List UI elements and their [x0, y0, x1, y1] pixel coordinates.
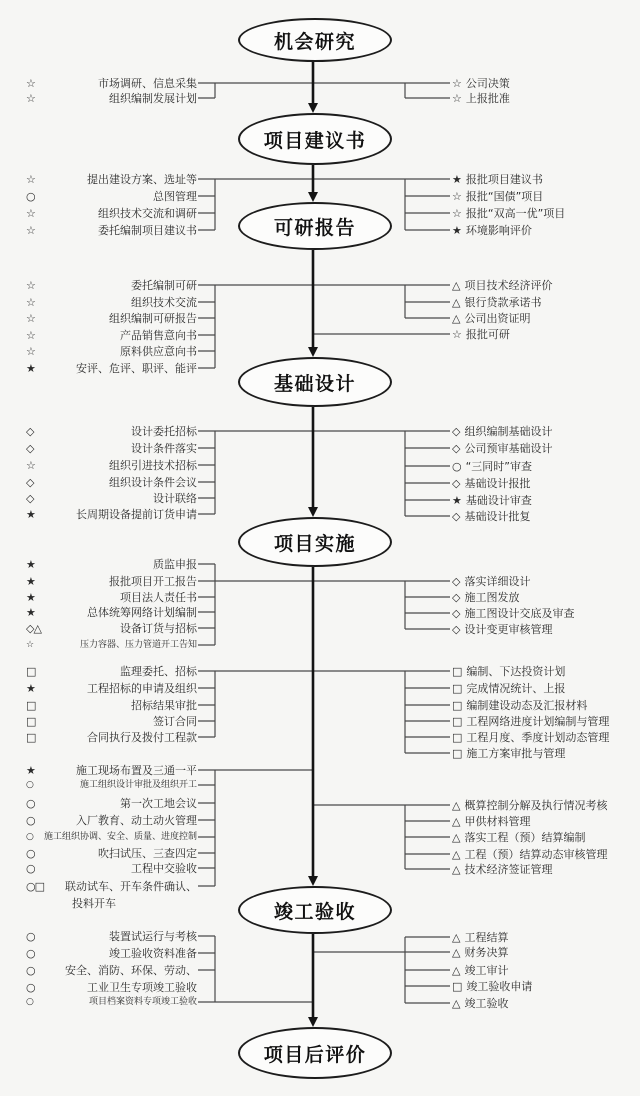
- flow-item: [452, 713, 638, 730]
- flow-item: [26, 878, 197, 895]
- star-outline-icon: ☆: [26, 345, 35, 358]
- flow-item-label: 产品销售意向书: [120, 329, 197, 342]
- flow-item: [452, 729, 638, 746]
- flow-item: [452, 745, 638, 762]
- flow-item: [452, 508, 638, 525]
- flow-item-label: 安全、消防、环保、劳动、: [65, 964, 197, 977]
- flow-item-label: 质监申报: [153, 558, 197, 571]
- square-icon: □: [452, 682, 462, 695]
- flow-item-label: 基础设计报批: [464, 477, 531, 490]
- flow-item-label: 投料开车: [72, 897, 116, 910]
- flow-item-label: 装置试运行与考核: [109, 930, 197, 943]
- flow-item-label: 甲供材料管理: [464, 815, 531, 828]
- star-outline-icon: ☆: [452, 207, 461, 220]
- star-filled-icon: ★: [26, 591, 35, 604]
- star-outline-icon: ☆: [452, 328, 461, 341]
- flow-item-label: 工程招标的申请及组织: [87, 682, 197, 695]
- flow-item: [452, 326, 638, 343]
- diamond-icon: ◇: [26, 442, 34, 455]
- flow-item: [452, 440, 638, 457]
- star-filled-icon: ★: [26, 508, 35, 521]
- stage-oval-3: 可研报告: [238, 202, 392, 250]
- flow-item-label: 第一次工地会议: [120, 797, 197, 810]
- flow-item: [452, 90, 638, 107]
- flow-item: [452, 861, 638, 878]
- flow-item: [26, 90, 197, 107]
- flow-item-label: 签订合同: [153, 715, 197, 728]
- triangle-icon: △: [452, 831, 460, 844]
- flow-item-label: 工程结算: [464, 931, 509, 944]
- flow-item-label: 施工方案审批与管理: [466, 747, 566, 760]
- flow-item: [26, 506, 197, 523]
- flow-item-label: “三同时”审查: [465, 460, 533, 473]
- flow-item-label: 压力容器、压力管道开工告知: [79, 640, 197, 650]
- star-outline-icon: ☆: [26, 640, 34, 650]
- diamond-icon: ◇: [452, 591, 460, 604]
- diamond-triangle-icon: ◇△: [26, 622, 41, 635]
- flow-item-label: 落实详细设计: [464, 575, 531, 588]
- triangle-icon: △: [452, 997, 460, 1010]
- triangle-icon: △: [452, 946, 460, 959]
- flow-item-label: 设计委托招标: [131, 425, 197, 438]
- flow-item-label: 市场调研、信息采集: [98, 77, 197, 90]
- circle-icon: ○: [26, 964, 35, 977]
- flow-item: [26, 829, 197, 846]
- flow-item-label: 编制建设动态及汇报材料: [466, 699, 588, 712]
- circle-icon: ○: [26, 832, 33, 842]
- flow-item-label: 组织技术交流和调研: [98, 207, 197, 220]
- square-icon: □: [26, 665, 36, 678]
- circle-icon: ○: [26, 190, 35, 203]
- flow-item: [452, 663, 638, 680]
- flow-item-label: 银行贷款承诺书: [464, 296, 542, 309]
- flow-item-label: 公司出资证明: [464, 312, 531, 325]
- star-outline-icon: ☆: [26, 279, 35, 292]
- circle-icon: ○: [26, 847, 35, 860]
- diamond-icon: ◇: [26, 492, 34, 505]
- flow-item-label: 组织编制可研报告: [109, 312, 197, 325]
- circle-icon: ○: [26, 981, 35, 994]
- square-icon: □: [452, 747, 462, 760]
- flow-item-label: 设计联络: [153, 492, 197, 505]
- flow-item-label: 组织技术交流: [131, 296, 197, 309]
- flow-item: [452, 697, 638, 714]
- flow-item: [26, 713, 197, 730]
- flow-item-label: 工业卫生专项竣工验收: [87, 981, 197, 994]
- circle-icon: ○: [26, 862, 35, 875]
- diamond-icon: ◇: [452, 575, 460, 588]
- star-outline-icon: ☆: [26, 77, 35, 90]
- flow-item: [452, 621, 638, 638]
- flow-item-label: 项目档案资料专项竣工验收: [88, 997, 197, 1007]
- flow-item: [26, 604, 197, 621]
- flow-item: [26, 294, 197, 311]
- flow-item-label: 施工现场布置及三通一平: [76, 764, 197, 777]
- flow-item: [26, 795, 197, 812]
- square-icon: □: [452, 699, 462, 712]
- square-icon: □: [452, 665, 462, 678]
- flow-item-label: 施工图发放: [464, 591, 520, 604]
- flow-item: [26, 637, 197, 654]
- flow-item-label: 基础设计批复: [464, 510, 531, 523]
- flow-item-label: 基础设计审查: [465, 494, 532, 507]
- flow-item: [26, 620, 197, 637]
- flow-item-label: 委托编制可研: [131, 279, 197, 292]
- flow-item: [452, 310, 638, 327]
- flow-item: [26, 474, 197, 491]
- flow-item-label: 竣工验收申请: [466, 980, 533, 993]
- flow-item: [452, 277, 638, 294]
- triangle-icon: △: [452, 848, 460, 861]
- flow-item: [26, 860, 197, 877]
- square-icon: □: [452, 715, 462, 728]
- flow-item-label: 报批“双高一优”项目: [465, 207, 566, 220]
- flow-item-label: 公司决策: [465, 77, 510, 90]
- flow-item: [26, 573, 197, 590]
- diamond-icon: ◇: [452, 510, 460, 523]
- triangle-icon: △: [452, 799, 460, 812]
- star-outline-icon: ☆: [26, 207, 35, 220]
- flow-item: [452, 475, 638, 492]
- flow-item: [26, 680, 197, 697]
- flow-item-label: 竣工审计: [464, 964, 509, 977]
- flow-item-label: 工程网络进度计划编制与管理: [466, 715, 610, 728]
- star-filled-icon: ★: [26, 575, 35, 588]
- flow-item-label: 工程（预）结算动态审核管理: [464, 848, 608, 861]
- flow-item: [452, 962, 638, 979]
- flow-item: [26, 697, 197, 714]
- circle-icon: ○: [26, 997, 33, 1007]
- triangle-icon: △: [452, 863, 460, 876]
- star-outline-icon: ☆: [452, 190, 461, 203]
- flow-item: [26, 490, 197, 507]
- flow-item-label: 设备订货与招标: [120, 622, 197, 635]
- flow-item: [26, 343, 197, 360]
- flow-item-label: 入厂教育、动土动火管理: [76, 814, 197, 827]
- diamond-icon: ◇: [452, 477, 460, 490]
- flow-item-label: 施工图设计交底及审查: [464, 607, 575, 620]
- flow-item: [26, 277, 197, 294]
- flow-item: [452, 171, 638, 188]
- diamond-icon: ◇: [26, 476, 34, 489]
- flow-item: [452, 978, 638, 995]
- star-filled-icon: ★: [26, 682, 35, 695]
- flow-item: [26, 440, 197, 457]
- star-outline-icon: ☆: [26, 312, 35, 325]
- flow-item: [452, 605, 638, 622]
- diamond-icon: ◇: [452, 425, 460, 438]
- flow-item-label: 安评、危评、职评、能评: [76, 362, 197, 375]
- star-filled-icon: ★: [452, 494, 461, 507]
- flow-item: [26, 188, 197, 205]
- flow-item-label: 组织编制基础设计: [464, 425, 553, 438]
- flow-item-label: 财务决算: [464, 946, 509, 959]
- flow-item-label: 报批“国债”项目: [465, 190, 544, 203]
- stage-oval-7: 项目后评价: [238, 1027, 392, 1079]
- flow-item: [452, 222, 638, 239]
- flow-item: [26, 360, 197, 377]
- circle-icon: ○: [26, 814, 35, 827]
- flow-item-label: 设计条件落实: [131, 442, 197, 455]
- flow-item-label: 施工组织设计审批及组织开工: [79, 780, 197, 790]
- flow-item: [452, 492, 638, 509]
- flow-item-label: 设计变更审核管理: [464, 623, 553, 636]
- flow-item: [26, 171, 197, 188]
- square-icon: □: [26, 715, 36, 728]
- flow-item-label: 联动试车、开车条件确认、: [65, 880, 197, 893]
- circle-icon: ○: [452, 460, 461, 473]
- flow-item-label: 总体统筹网络计划编制: [87, 606, 197, 619]
- flow-item-label: 概算控制分解及执行情况考核: [464, 799, 608, 812]
- flow-item: [452, 797, 638, 814]
- flow-item: [26, 962, 197, 979]
- flow-item-label: 报批项目建议书: [465, 173, 543, 186]
- flow-item: [26, 945, 197, 962]
- square-icon: □: [452, 980, 462, 993]
- flow-item-label: 报批可研: [465, 328, 510, 341]
- flow-item: [26, 994, 197, 1011]
- flow-item-label: 上报批准: [465, 92, 510, 105]
- flow-item: [26, 729, 197, 746]
- flow-item: [26, 895, 197, 912]
- diamond-icon: ◇: [452, 442, 460, 455]
- star-filled-icon: ★: [26, 362, 35, 375]
- flow-item: [26, 812, 197, 829]
- circle-icon: ○: [26, 947, 35, 960]
- star-outline-icon: ☆: [26, 459, 35, 472]
- square-icon: □: [452, 731, 462, 744]
- flow-item-label: 公司预审基础设计: [464, 442, 553, 455]
- star-outline-icon: ☆: [452, 77, 461, 90]
- flow-item-label: 招标结果审批: [131, 699, 197, 712]
- stage-oval-6: 竣工验收: [238, 886, 392, 934]
- flow-item-label: 委托编制项目建议书: [98, 224, 197, 237]
- flow-item-label: 编制、下达投资计划: [466, 665, 566, 678]
- circle-square-icon: ○□: [26, 880, 44, 893]
- flow-item: [452, 944, 638, 961]
- flow-item-label: 工程中交验收: [131, 862, 197, 875]
- diamond-icon: ◇: [452, 623, 460, 636]
- star-filled-icon: ★: [26, 558, 35, 571]
- flow-item-label: 报批项目开工报告: [109, 575, 197, 588]
- flow-item-label: 合同执行及拨付工程款: [87, 731, 197, 744]
- flow-item-label: 吹扫试压、三查四定: [98, 847, 197, 860]
- flow-item: [452, 589, 638, 606]
- stage-oval-4: 基础设计: [238, 357, 392, 407]
- stage-oval-1: 机会研究: [238, 18, 392, 62]
- flow-item-label: 项目技术经济评价: [464, 279, 553, 292]
- flow-item: [452, 573, 638, 590]
- star-outline-icon: ☆: [452, 92, 461, 105]
- flow-item: [26, 222, 197, 239]
- flow-item-label: 竣工验收: [464, 997, 509, 1010]
- square-icon: □: [26, 731, 36, 744]
- stage-oval-5: 项目实施: [238, 517, 392, 567]
- flow-item: [452, 829, 638, 846]
- flow-item: [26, 556, 197, 573]
- square-icon: □: [26, 699, 36, 712]
- flow-item: [26, 663, 197, 680]
- flow-item-label: 完成情况统计、上报: [466, 682, 566, 695]
- diamond-icon: ◇: [452, 607, 460, 620]
- flow-item: [452, 294, 638, 311]
- flow-item: [26, 205, 197, 222]
- stage-oval-2: 项目建议书: [238, 113, 392, 165]
- star-filled-icon: ★: [452, 173, 461, 186]
- circle-icon: ○: [26, 780, 33, 790]
- flow-item: [452, 423, 638, 440]
- flow-item-label: 工程月度、季度计划动态管理: [466, 731, 610, 744]
- flow-item: [26, 327, 197, 344]
- flow-item-label: 组织编制发展计划: [109, 92, 197, 105]
- star-outline-icon: ☆: [26, 329, 35, 342]
- star-outline-icon: ☆: [26, 224, 35, 237]
- triangle-icon: △: [452, 931, 460, 944]
- triangle-icon: △: [452, 279, 460, 292]
- flow-item: [26, 928, 197, 945]
- flow-item-label: 监理委托、招标: [120, 665, 197, 678]
- flow-item: [452, 680, 638, 697]
- flow-item-label: 组织设计条件会议: [109, 476, 197, 489]
- flow-item: [26, 457, 197, 474]
- flow-item: [26, 423, 197, 440]
- flow-item: [26, 777, 197, 794]
- flow-item-label: 竣工验收资料准备: [109, 947, 197, 960]
- triangle-icon: △: [452, 296, 460, 309]
- diamond-icon: ◇: [26, 425, 34, 438]
- star-outline-icon: ☆: [26, 92, 35, 105]
- flow-item-label: 项目法人责任书: [120, 591, 197, 604]
- star-filled-icon: ★: [452, 224, 461, 237]
- flow-item-label: 落实工程（预）结算编制: [464, 831, 586, 844]
- star-filled-icon: ★: [26, 606, 35, 619]
- flow-item: [452, 458, 638, 475]
- star-outline-icon: ☆: [26, 173, 35, 186]
- circle-icon: ○: [26, 797, 35, 810]
- triangle-icon: △: [452, 312, 460, 325]
- flow-item: [452, 188, 638, 205]
- star-filled-icon: ★: [26, 764, 35, 777]
- flow-item: [452, 205, 638, 222]
- circle-icon: ○: [26, 930, 35, 943]
- flow-item-label: 长周期设备提前订货申请: [76, 508, 197, 521]
- triangle-icon: △: [452, 815, 460, 828]
- triangle-icon: △: [452, 964, 460, 977]
- flow-item: [26, 310, 197, 327]
- flow-item: [452, 813, 638, 830]
- flow-item-label: 施工组织协调、安全、质量、进度控制: [43, 832, 197, 842]
- flow-item: [452, 995, 638, 1012]
- flow-item-label: 原料供应意向书: [120, 345, 197, 358]
- flow-item-label: 环境影响评价: [465, 224, 532, 237]
- star-outline-icon: ☆: [26, 296, 35, 309]
- flow-item-label: 组织引进技术招标: [109, 459, 197, 472]
- flow-item-label: 技术经济签证管理: [464, 863, 553, 876]
- flow-item-label: 总图管理: [153, 190, 197, 203]
- flow-item-label: 提出建设方案、选址等: [87, 173, 197, 186]
